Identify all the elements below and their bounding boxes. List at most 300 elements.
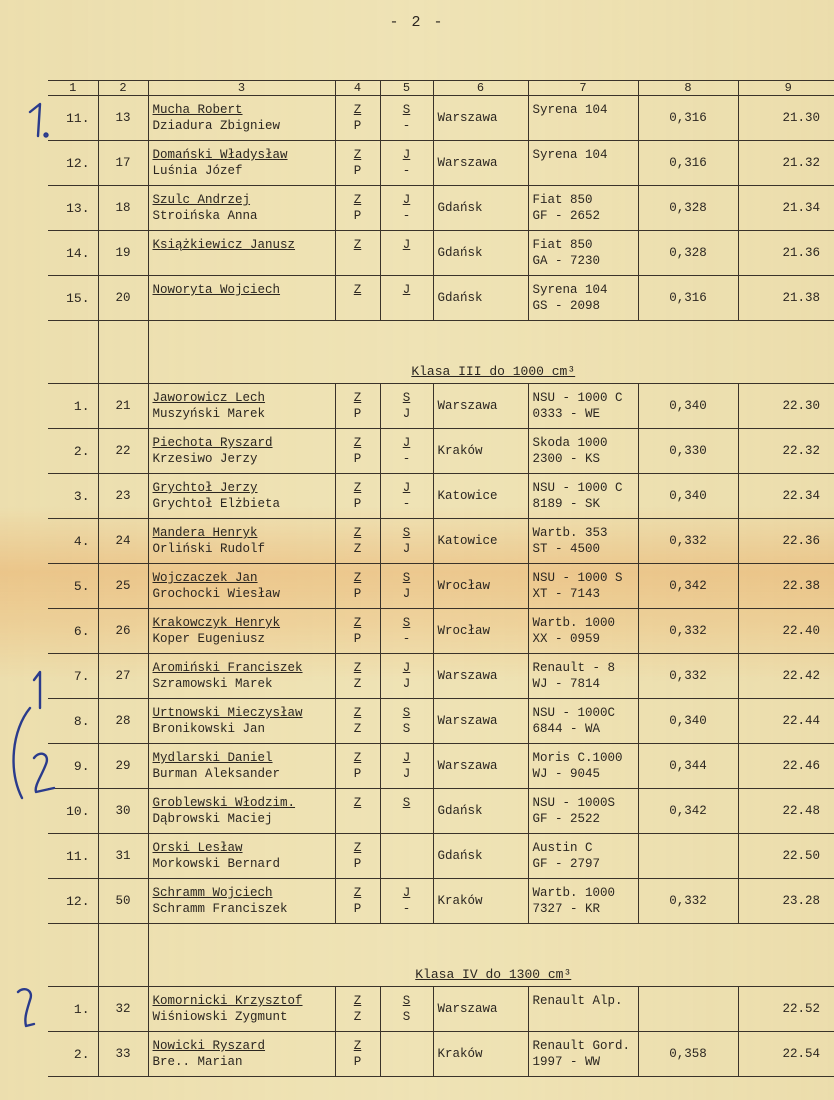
start-number-cell: 26 xyxy=(98,609,148,654)
column-header-9: 9 xyxy=(738,81,834,96)
table-row xyxy=(48,699,834,744)
time-cell: 21.30 xyxy=(738,96,834,141)
start-number-cell: 19 xyxy=(98,231,148,276)
car-cell xyxy=(528,384,638,429)
line-2: P xyxy=(353,497,362,511)
coefficient-cell: 0,340 xyxy=(638,699,738,744)
line-2: - xyxy=(402,902,411,916)
line-2 xyxy=(153,253,331,269)
line-1: Mucha Robert xyxy=(152,103,243,117)
city-cell: Katowice xyxy=(433,474,528,519)
line-1: NSU - 1000 S xyxy=(532,571,623,585)
line-2 xyxy=(533,163,634,179)
coefficient-cell: 0,332 xyxy=(638,519,738,564)
line-2: - xyxy=(402,164,411,178)
city-cell: Warszawa xyxy=(433,384,528,429)
table-row xyxy=(48,834,834,879)
crew-cell xyxy=(148,1032,335,1077)
line-1: Szulc Andrzej xyxy=(152,193,251,207)
handwritten-one-mark xyxy=(30,104,40,136)
start-number-cell: 27 xyxy=(98,654,148,699)
col4-cell xyxy=(335,96,380,141)
column-header-6: 6 xyxy=(433,81,528,96)
car-cell xyxy=(528,744,638,789)
table-row xyxy=(48,384,834,429)
col5-cell xyxy=(380,141,433,186)
line-1: Wartb. 1000 xyxy=(532,616,616,630)
col5-cell xyxy=(380,699,433,744)
line-1: Domański Władysław xyxy=(152,148,288,162)
line-1: Z xyxy=(353,193,362,207)
line-1: Wojczaczek Jan xyxy=(152,571,258,585)
crew-cell xyxy=(148,96,335,141)
empty-cell xyxy=(48,924,98,987)
car-cell xyxy=(528,186,638,231)
crew-cell xyxy=(148,276,335,321)
line-1: Skoda 1000 xyxy=(532,436,608,450)
time-cell: 21.32 xyxy=(738,141,834,186)
time-cell: 22.50 xyxy=(738,834,834,879)
city-cell: Warszawa xyxy=(433,699,528,744)
line-2: XX - 0959 xyxy=(532,632,601,646)
line-2: XT - 7143 xyxy=(532,587,601,601)
start-number-cell: 24 xyxy=(98,519,148,564)
col4-cell xyxy=(335,276,380,321)
col4-cell xyxy=(335,987,380,1032)
line-1: Z xyxy=(353,841,362,855)
line-1: Aromiński Franciszek xyxy=(152,661,303,675)
line-1: Z xyxy=(353,706,362,720)
line-2: Grochocki Wiesław xyxy=(152,587,281,601)
line-2: P xyxy=(353,632,362,646)
line-1: J xyxy=(402,283,411,297)
line-1: Groblewski Włodzim. xyxy=(152,796,296,810)
time-cell: 21.38 xyxy=(738,276,834,321)
line-1: S xyxy=(402,391,411,405)
empty-cell xyxy=(98,924,148,987)
car-cell xyxy=(528,141,638,186)
line-2: GF - 2797 xyxy=(532,857,601,871)
line-1: S xyxy=(402,616,411,630)
line-1: NSU - 1000 C xyxy=(532,391,623,405)
col5-cell xyxy=(380,96,433,141)
car-cell xyxy=(528,96,638,141)
line-2: Luśnia Józef xyxy=(152,164,243,178)
line-1: Wartb. 1000 xyxy=(532,886,616,900)
line-2: - xyxy=(402,497,411,511)
line-2: - xyxy=(402,119,411,133)
crew-cell xyxy=(148,987,335,1032)
crew-cell xyxy=(148,186,335,231)
line-2: Krzesiwo Jerzy xyxy=(152,452,258,466)
col5-cell xyxy=(380,789,433,834)
col5-cell xyxy=(380,1032,433,1077)
col5-cell xyxy=(380,609,433,654)
coefficient-cell: 0,332 xyxy=(638,609,738,654)
line-1: Grychtoł Jerzy xyxy=(152,481,258,495)
col4-cell xyxy=(335,879,380,924)
handwritten-one-mark xyxy=(34,672,40,708)
time-cell: 22.40 xyxy=(738,609,834,654)
line-1: Z xyxy=(353,886,362,900)
start-number-cell: 31 xyxy=(98,834,148,879)
city-cell: Warszawa xyxy=(433,96,528,141)
table-row xyxy=(48,429,834,474)
crew-cell xyxy=(148,654,335,699)
car-cell xyxy=(528,276,638,321)
time-cell: 22.46 xyxy=(738,744,834,789)
time-cell: 22.34 xyxy=(738,474,834,519)
table-row xyxy=(48,141,834,186)
city-cell: Gdańsk xyxy=(433,276,528,321)
col5-cell xyxy=(380,654,433,699)
line-1: S xyxy=(402,103,411,117)
column-header-row xyxy=(48,81,834,96)
city-cell: Kraków xyxy=(433,879,528,924)
col4-cell xyxy=(335,519,380,564)
line-1: Noworyta Wojciech xyxy=(152,283,281,297)
line-2: 1997 - WW xyxy=(532,1055,601,1069)
line-2: P xyxy=(353,857,362,871)
line-1: Syrena 104 xyxy=(532,283,608,297)
line-2: Szramowski Marek xyxy=(152,677,273,691)
line-2: J xyxy=(402,407,411,421)
line-2 xyxy=(153,298,331,314)
line-2: Grychtoł Elżbieta xyxy=(152,497,281,511)
line-1: Mandera Henryk xyxy=(152,526,258,540)
line-1: Z xyxy=(353,391,362,405)
column-header-8: 8 xyxy=(638,81,738,96)
line-1: Krakowczyk Henryk xyxy=(152,616,281,630)
line-2 xyxy=(533,1009,634,1025)
line-2: Wiśniowski Zygmunt xyxy=(152,1010,288,1024)
line-1: J xyxy=(402,886,411,900)
line-1: Z xyxy=(353,481,362,495)
car-cell xyxy=(528,654,638,699)
empty-cell xyxy=(98,321,148,384)
line-2: 6844 - WA xyxy=(532,722,601,736)
coefficient-cell: 0,344 xyxy=(638,744,738,789)
line-2: S xyxy=(402,1010,411,1024)
line-2: GA - 7230 xyxy=(532,254,601,268)
col4-cell xyxy=(335,141,380,186)
line-2: Morkowski Bernard xyxy=(152,857,281,871)
place-cell: 2. xyxy=(48,429,98,474)
line-2: Dąbrowski Maciej xyxy=(152,812,273,826)
col4-cell xyxy=(335,699,380,744)
col5-cell xyxy=(380,186,433,231)
coefficient-cell xyxy=(638,987,738,1032)
city-cell: Warszawa xyxy=(433,141,528,186)
line-1: Renault - 8 xyxy=(532,661,616,675)
line-2: P xyxy=(353,407,362,421)
table-row xyxy=(48,519,834,564)
start-number-cell: 22 xyxy=(98,429,148,474)
place-cell: 15. xyxy=(48,276,98,321)
line-1: J xyxy=(402,148,411,162)
place-cell: 3. xyxy=(48,474,98,519)
table-row xyxy=(48,474,834,519)
class-heading xyxy=(148,321,834,384)
crew-cell xyxy=(148,231,335,276)
line-1: J xyxy=(402,238,411,252)
table-row xyxy=(48,654,834,699)
crew-cell xyxy=(148,519,335,564)
col4-cell xyxy=(335,654,380,699)
line-1: J xyxy=(402,436,411,450)
city-cell: Warszawa xyxy=(433,744,528,789)
start-number-cell: 50 xyxy=(98,879,148,924)
time-cell: 23.28 xyxy=(738,879,834,924)
crew-cell xyxy=(148,834,335,879)
coefficient-cell: 0,328 xyxy=(638,231,738,276)
line-1: Z xyxy=(353,526,362,540)
line-1: Syrena 104 xyxy=(532,148,608,162)
car-cell xyxy=(528,789,638,834)
coefficient-cell: 0,330 xyxy=(638,429,738,474)
place-cell: 14. xyxy=(48,231,98,276)
city-cell: Kraków xyxy=(433,1032,528,1077)
line-2: P xyxy=(353,452,362,466)
class-heading-row xyxy=(48,924,834,987)
time-cell: 22.38 xyxy=(738,564,834,609)
column-header-5: 5 xyxy=(380,81,433,96)
line-1: Wartb. 353 xyxy=(532,526,608,540)
line-1: S xyxy=(402,706,411,720)
class-heading xyxy=(148,924,834,987)
coefficient-cell: 0,340 xyxy=(638,384,738,429)
time-cell: 21.34 xyxy=(738,186,834,231)
col5-cell xyxy=(380,879,433,924)
car-cell xyxy=(528,429,638,474)
line-2: Z xyxy=(353,1010,362,1024)
time-cell: 22.48 xyxy=(738,789,834,834)
table-row xyxy=(48,879,834,924)
line-2: Bre.. Marian xyxy=(152,1055,243,1069)
line-1: Renault Alp. xyxy=(532,994,623,1008)
line-2: Muszyński Marek xyxy=(152,407,266,421)
line-1: S xyxy=(402,796,411,810)
line-1: Orski Lesław xyxy=(152,841,243,855)
car-cell xyxy=(528,1032,638,1077)
line-1: Austin C xyxy=(532,841,593,855)
class-heading-row xyxy=(48,321,834,384)
time-cell: 22.44 xyxy=(738,699,834,744)
line-1: Syrena 104 xyxy=(532,103,608,117)
line-2: S xyxy=(402,722,411,736)
start-number-cell: 23 xyxy=(98,474,148,519)
car-cell xyxy=(528,231,638,276)
page-number: - 2 - xyxy=(389,14,445,31)
car-cell xyxy=(528,987,638,1032)
line-1: Z xyxy=(353,571,362,585)
city-cell: Warszawa xyxy=(433,654,528,699)
line-1: Z xyxy=(353,661,362,675)
col4-cell xyxy=(335,609,380,654)
col4-cell xyxy=(335,384,380,429)
crew-cell xyxy=(148,384,335,429)
col4-cell xyxy=(335,231,380,276)
line-2: P xyxy=(353,119,362,133)
place-cell: 7. xyxy=(48,654,98,699)
line-2: Dziadura Zbigniew xyxy=(152,119,281,133)
line-1: Z xyxy=(353,436,362,450)
line-2: - xyxy=(402,209,411,223)
city-cell: Gdańsk xyxy=(433,834,528,879)
line-1: Z xyxy=(353,796,362,810)
col5-cell xyxy=(380,987,433,1032)
col4-cell xyxy=(335,564,380,609)
class-heading-text: Klasa III do 1000 cm³ xyxy=(411,364,576,379)
place-cell: 4. xyxy=(48,519,98,564)
col5-cell xyxy=(380,231,433,276)
start-number-cell: 21 xyxy=(98,384,148,429)
coefficient-cell: 0,340 xyxy=(638,474,738,519)
line-1: Z xyxy=(353,148,362,162)
table-row xyxy=(48,186,834,231)
line-1: Fiat 850 xyxy=(532,238,593,252)
line-2: Stroińska Anna xyxy=(152,209,258,223)
line-2: Orliński Rudolf xyxy=(152,542,266,556)
line-2: GS - 2098 xyxy=(532,299,601,313)
column-header-1: 1 xyxy=(48,81,98,96)
line-1: Mydlarski Daniel xyxy=(152,751,273,765)
place-cell: 12. xyxy=(48,141,98,186)
crew-cell xyxy=(148,879,335,924)
place-cell: 5. xyxy=(48,564,98,609)
start-number-cell: 13 xyxy=(98,96,148,141)
line-2: WJ - 9045 xyxy=(532,767,601,781)
start-number-cell: 20 xyxy=(98,276,148,321)
city-cell: Wrocław xyxy=(433,564,528,609)
table-row xyxy=(48,609,834,654)
col4-cell xyxy=(335,834,380,879)
time-cell: 22.52 xyxy=(738,987,834,1032)
start-number-cell: 32 xyxy=(98,987,148,1032)
line-2: Z xyxy=(353,722,362,736)
col4-cell xyxy=(335,1032,380,1077)
line-2: 8189 - SK xyxy=(532,497,601,511)
coefficient-cell: 0,332 xyxy=(638,654,738,699)
line-1: Z xyxy=(353,616,362,630)
car-cell xyxy=(528,879,638,924)
table-row xyxy=(48,987,834,1032)
col5-cell xyxy=(380,834,433,879)
place-cell: 13. xyxy=(48,186,98,231)
coefficient-cell: 0,358 xyxy=(638,1032,738,1077)
table-row xyxy=(48,96,834,141)
handwritten-bracket-mark xyxy=(14,708,30,798)
place-cell: 11. xyxy=(48,96,98,141)
col5-cell xyxy=(380,519,433,564)
time-cell: 22.30 xyxy=(738,384,834,429)
start-number-cell: 30 xyxy=(98,789,148,834)
line-1: S xyxy=(402,571,411,585)
crew-cell xyxy=(148,789,335,834)
line-2: Bronikowski Jan xyxy=(152,722,266,736)
crew-cell xyxy=(148,474,335,519)
empty-cell xyxy=(48,321,98,384)
coefficient-cell: 0,328 xyxy=(638,186,738,231)
start-number-cell: 28 xyxy=(98,699,148,744)
table-row xyxy=(48,231,834,276)
coefficient-cell: 0,316 xyxy=(638,276,738,321)
line-2: 0333 - WE xyxy=(532,407,601,421)
line-1: Z xyxy=(353,103,362,117)
line-2: P xyxy=(353,587,362,601)
line-2: P xyxy=(353,164,362,178)
line-1: NSU - 1000 C xyxy=(532,481,623,495)
line-2: Schramm Franciszek xyxy=(152,902,288,916)
place-cell: 8. xyxy=(48,699,98,744)
col5-cell xyxy=(380,276,433,321)
time-cell: 21.36 xyxy=(738,231,834,276)
line-2: P xyxy=(353,902,362,916)
car-cell xyxy=(528,519,638,564)
line-1: Piechota Ryszard xyxy=(152,436,273,450)
car-cell xyxy=(528,474,638,519)
col5-cell xyxy=(380,384,433,429)
line-1: Moris C.1000 xyxy=(532,751,623,765)
coefficient-cell xyxy=(638,834,738,879)
car-cell xyxy=(528,834,638,879)
car-cell xyxy=(528,699,638,744)
place-cell: 12. xyxy=(48,879,98,924)
line-2: - xyxy=(402,452,411,466)
city-cell: Wrocław xyxy=(433,609,528,654)
time-cell: 22.42 xyxy=(738,654,834,699)
place-cell: 10. xyxy=(48,789,98,834)
line-2: Z xyxy=(353,542,362,556)
start-number-cell: 33 xyxy=(98,1032,148,1077)
city-cell: Katowice xyxy=(433,519,528,564)
line-2: WJ - 7814 xyxy=(532,677,601,691)
place-cell: 6. xyxy=(48,609,98,654)
time-cell: 22.54 xyxy=(738,1032,834,1077)
coefficient-cell: 0,342 xyxy=(638,564,738,609)
table-row xyxy=(48,789,834,834)
car-cell xyxy=(528,609,638,654)
crew-cell xyxy=(148,429,335,474)
results-table xyxy=(48,80,834,1077)
coefficient-cell: 0,342 xyxy=(638,789,738,834)
line-1: Z xyxy=(353,283,362,297)
line-2: Z xyxy=(353,677,362,691)
line-1: S xyxy=(402,526,411,540)
line-1: Renault Gord. xyxy=(532,1039,631,1053)
line-1: J xyxy=(402,661,411,675)
line-2: GF - 2522 xyxy=(532,812,601,826)
line-2: J xyxy=(402,587,411,601)
line-1: Z xyxy=(353,238,362,252)
crew-cell xyxy=(148,564,335,609)
line-1: NSU - 1000C xyxy=(532,706,616,720)
line-1: Fiat 850 xyxy=(532,193,593,207)
place-cell: 11. xyxy=(48,834,98,879)
line-1: Komornicki Krzysztof xyxy=(152,994,303,1008)
city-cell: Gdańsk xyxy=(433,789,528,834)
start-number-cell: 25 xyxy=(98,564,148,609)
start-number-cell: 18 xyxy=(98,186,148,231)
line-1: J xyxy=(402,751,411,765)
city-cell: Gdańsk xyxy=(433,231,528,276)
line-1: Nowicki Ryszard xyxy=(152,1039,266,1053)
handwritten-two-mark xyxy=(18,989,34,1026)
crew-cell xyxy=(148,699,335,744)
start-number-cell: 17 xyxy=(98,141,148,186)
crew-cell xyxy=(148,609,335,654)
place-cell: 1. xyxy=(48,987,98,1032)
